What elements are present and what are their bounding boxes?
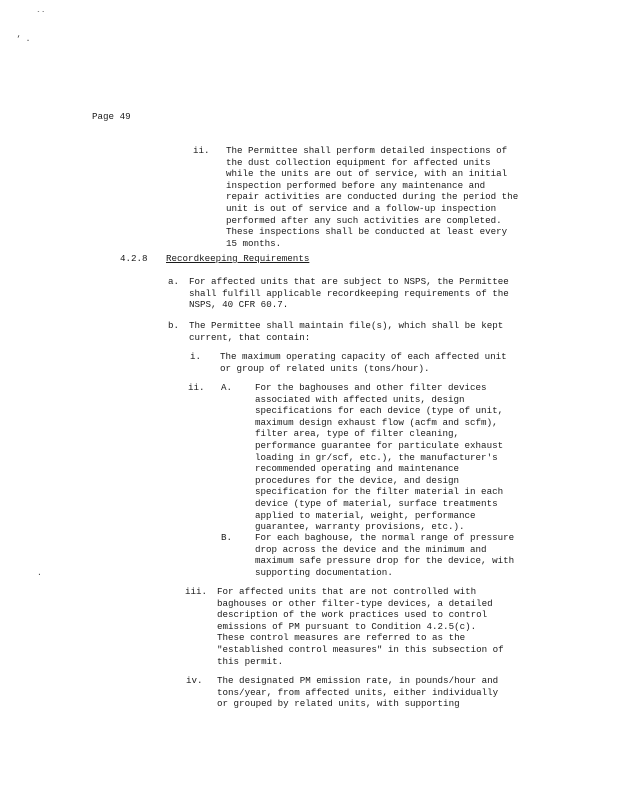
item-b-iv-number: iv. bbox=[186, 675, 203, 686]
text-line: "established control measures" in this subsection of bbox=[217, 643, 504, 655]
text-line: filter area, type of filter cleaning, bbox=[255, 428, 459, 440]
text-line: These inspections shall be conducted at least every bbox=[226, 226, 508, 238]
text-line: maximum design exhaust flow (acfm and scfm), bbox=[255, 416, 498, 428]
text-line: performed after any such activities are completed. bbox=[226, 214, 502, 226]
text-line: The maximum operating capacity of each affected unit bbox=[220, 351, 507, 362]
text-line: or grouped by related units, with supporting bbox=[217, 698, 460, 710]
item-b-number: b. bbox=[168, 320, 180, 331]
text-line: unit is out of service and a follow-up inspection bbox=[226, 202, 497, 214]
item-a-number: a. bbox=[168, 276, 180, 287]
text-line: supporting documentation. bbox=[255, 566, 393, 578]
text-line: device (type of material, surface treatments bbox=[255, 497, 498, 509]
text-line: 15 months. bbox=[226, 237, 282, 249]
text-line: specification for the filter material in each bbox=[255, 486, 504, 498]
text-line: applied to material, weight, performance bbox=[255, 509, 476, 521]
text-line: For the baghouses and other filter devices bbox=[255, 382, 487, 393]
text-line: maximum safe pressure drop for the device, with bbox=[255, 555, 515, 567]
stray-mark-mid: . bbox=[37, 569, 42, 578]
text-line: current, that contain: bbox=[189, 331, 311, 343]
item-b-i-text bbox=[220, 351, 507, 374]
text-line: performance guarantee for particulate exhaust bbox=[255, 439, 504, 451]
text-line: guarantee, warranty provisions, etc.). bbox=[255, 521, 465, 533]
item-b-ii-B-text bbox=[255, 532, 514, 578]
text-line: procedures for the device, and design bbox=[255, 474, 459, 486]
text-line: tons/year, from affected units, either individually bbox=[217, 686, 499, 698]
text-line: specifications for each device (type of unit, bbox=[255, 405, 504, 417]
text-line: For affected units that are not controlled with bbox=[217, 586, 477, 597]
text-line: drop across the device and the minimum and bbox=[255, 543, 487, 555]
text-line: These control measures are referred to as the bbox=[217, 632, 466, 644]
stray-mark-top: `` bbox=[36, 11, 46, 20]
text-line: or group of related units (tons/hour). bbox=[220, 362, 430, 374]
section-number: 4.2.8 bbox=[120, 253, 148, 264]
stray-mark-left: ‘ . bbox=[16, 35, 31, 44]
item-b-i-number: i. bbox=[190, 351, 202, 362]
text-line: The Permittee shall maintain file(s), which shall be kept bbox=[189, 320, 504, 331]
item-b-ii-A-letter: A. bbox=[221, 382, 233, 393]
text-line: shall fulfill applicable recordkeeping requirements of the bbox=[189, 287, 509, 299]
text-line: For each baghouse, the normal range of pressure bbox=[255, 532, 515, 543]
text-line: loading in gr/scf, etc.), the manufacturer's bbox=[255, 451, 498, 463]
item-b-iii-text bbox=[217, 586, 504, 667]
text-line: the dust collection equipment for affected units bbox=[226, 156, 491, 168]
item-b-iii-number: iii. bbox=[185, 586, 208, 597]
item-number-ii: ii. bbox=[193, 145, 210, 156]
item-a-text bbox=[189, 276, 509, 311]
item-b-iv-text bbox=[217, 675, 498, 710]
text-line: For affected units that are subject to NSPS, the Permittee bbox=[189, 276, 509, 287]
page-label: Page 49 bbox=[92, 111, 131, 122]
item-b-ii-A-text bbox=[255, 382, 503, 533]
text-line: baghouses or other filter-type devices, a detailed bbox=[217, 597, 493, 609]
text-line: description of the work practices used to control bbox=[217, 609, 488, 621]
text-line: inspection performed before any maintenance and bbox=[226, 179, 486, 191]
text-line: this permit. bbox=[217, 655, 284, 667]
text-line: NSPS, 40 CFR 60.7. bbox=[189, 299, 289, 311]
item-b-ii-B-letter: B. bbox=[221, 532, 233, 543]
text-line: The Permittee shall perform detailed inspections of bbox=[226, 145, 508, 156]
item-b-text bbox=[189, 320, 503, 343]
text-line: emissions of PM pursuant to Condition 4.2.5(c). bbox=[217, 620, 477, 632]
text-line: while the units are out of service, with an initial bbox=[226, 168, 508, 180]
item-ii-text bbox=[226, 145, 518, 249]
section-title: Recordkeeping Requirements bbox=[166, 253, 310, 264]
text-line: recommended operating and maintenance bbox=[255, 463, 459, 475]
text-line: repair activities are conducted during the period the bbox=[226, 191, 519, 203]
text-line: The designated PM emission rate, in pounds/hour and bbox=[217, 675, 499, 686]
item-b-ii-number: ii. bbox=[188, 382, 205, 393]
text-line: associated with affected units, design bbox=[255, 393, 465, 405]
